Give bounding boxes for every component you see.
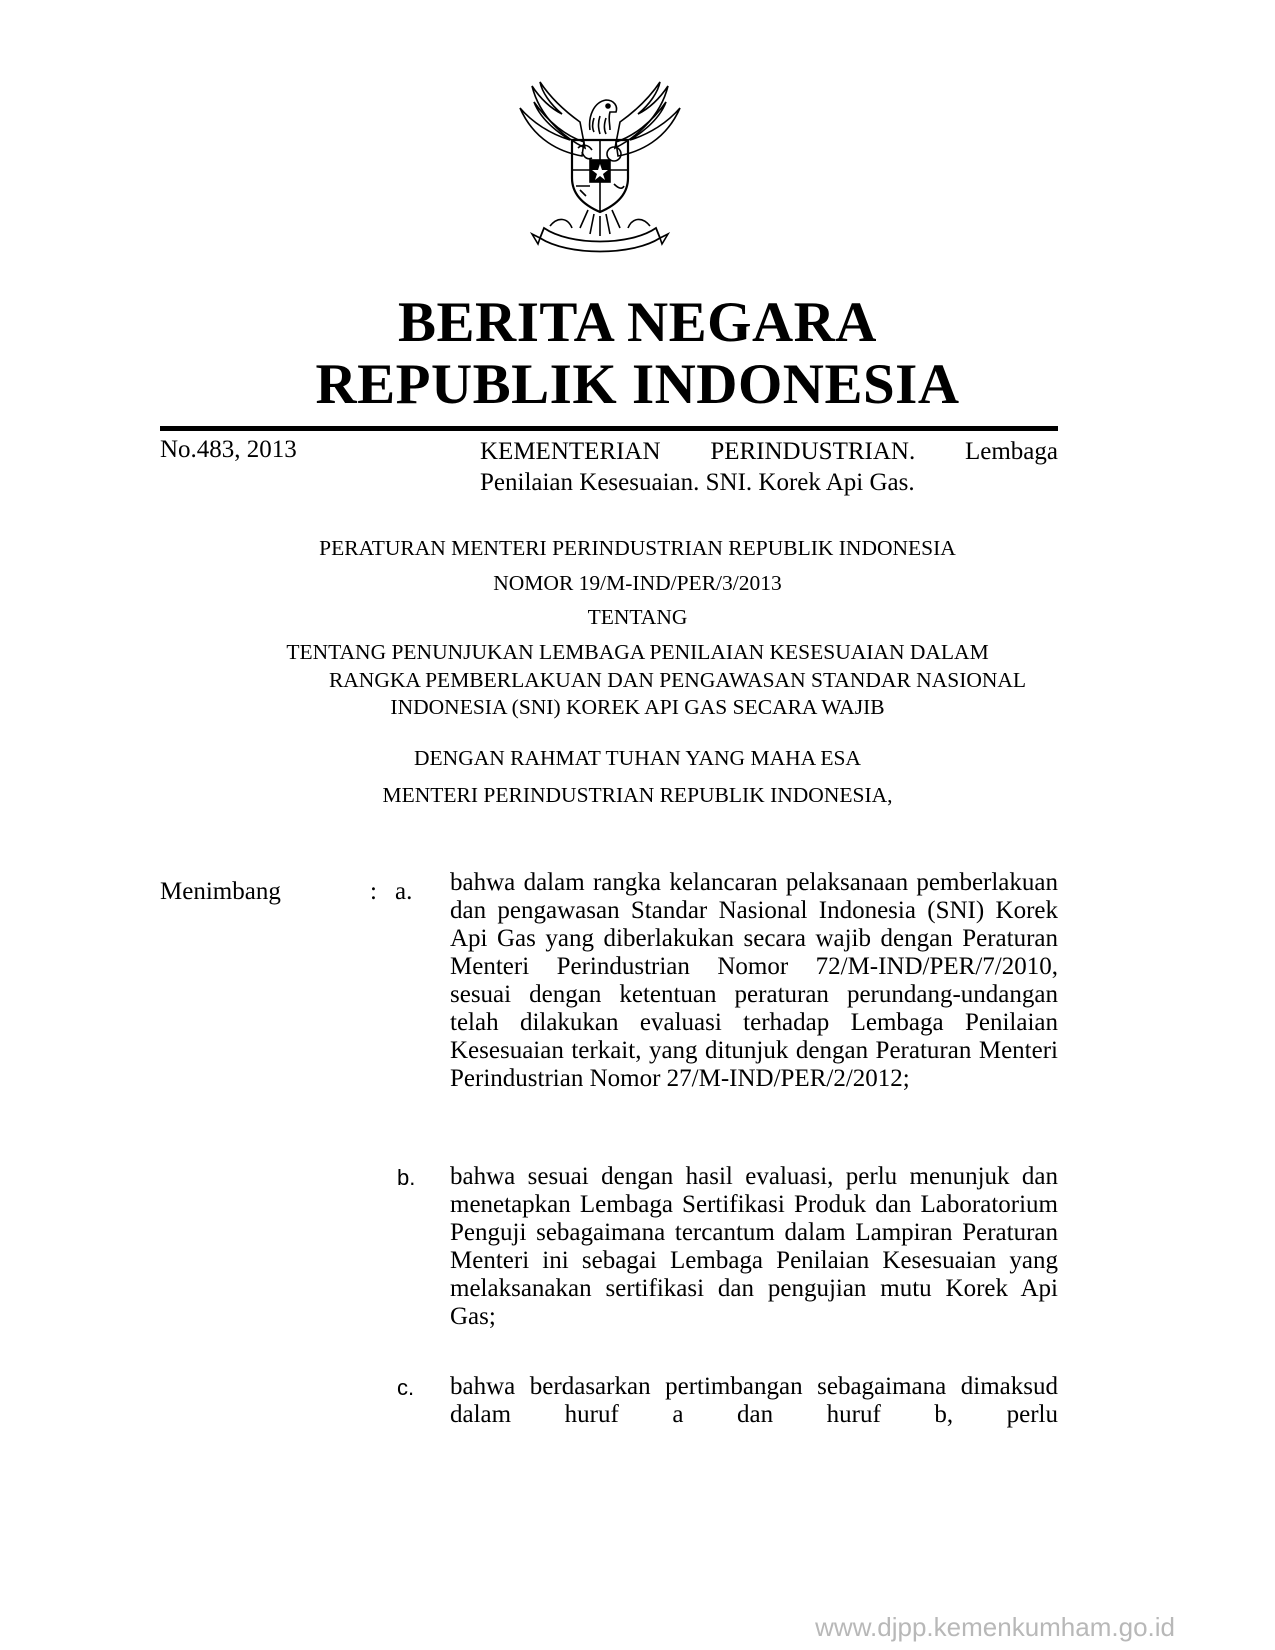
regulation-heading: PERATURAN MENTERI PERINDUSTRIAN REPUBLIK INDONESIA [319, 536, 956, 560]
garuda-emblem [510, 78, 690, 268]
gazette-number: No.483, 2013 [160, 436, 297, 463]
regulation-about: TENTANG [587, 605, 688, 629]
regulation-number: NOMOR 19/M-IND/PER/3/2013 [493, 571, 782, 595]
item-a-marker: a. [395, 878, 413, 905]
regulation-title-line3: INDONESIA (SNI) KOREK API GAS SECARA WAJIB [390, 695, 885, 719]
item-b-text: bahwa sesuai dengan hasil evaluasi, perlu menunjuk dan menetapkan Lembaga Sertifikasi Produk dan Laboratorium Penguji sebagaimana tercantum dalam Lampiran Peraturan Menteri ini sebagai Lembaga Penilaian Kesesuaian yang melaksanakan sertifikasi dan pengujian mutu Korek Api Gas; [450, 1163, 1058, 1330]
gazette-subject-line2: Penilaian Kesesuaian. SNI. Korek Api Gas. [480, 469, 915, 496]
considering-colon: : [370, 878, 377, 905]
item-c-text: bahwa berdasarkan pertimbangan sebagaimana dimaksud dalam huruf a dan huruf b, perlu [450, 1373, 1058, 1428]
masthead-rule [160, 426, 1058, 431]
considering-label: Menimbang [160, 878, 281, 905]
regulation-title-line2: RANGKA PEMBERLAKUAN DAN PENGAWASAN STANDAR NASIONAL [328, 668, 1027, 692]
gazette-subject-line1: KEMENTERIAN PERINDUSTRIAN. Lembaga [480, 438, 1058, 465]
gazette-subject [480, 436, 1058, 498]
item-c-marker: c. [397, 1375, 415, 1400]
preamble-line2: MENTERI PERINDUSTRIAN REPUBLIK INDONESIA, [382, 783, 893, 807]
masthead-title: BERITA NEGARA [398, 291, 877, 354]
item-a-text: bahwa dalam rangka kelancaran pelaksanaan pemberlakuan dan pengawasan Standar Nasional Indonesia (SNI) Korek Api Gas yang diberlakukan secara wajib dengan Peraturan Menteri Perindustrian Nomor 72/M-IND/PER/7/2010, sesuai dengan ketentuan peraturan perundang-undangan telah dilakukan evaluasi terhadap Lembaga Penilaian Kesesuaian terkait, yang ditunjuk dengan Peraturan Menteri Perindustrian Nomor 27/M-IND/PER/2/2012; [450, 869, 1058, 1092]
regulation-title-line1: TENTANG PENUNJUKAN LEMBAGA PENILAIAN KESESUAIAN DALAM [286, 640, 989, 664]
masthead-subtitle: REPUBLIK INDONESIA [315, 353, 960, 416]
preamble-line1: DENGAN RAHMAT TUHAN YANG MAHA ESA [414, 746, 861, 770]
footer-url: www.djpp.kemenkumham.go.id [815, 1612, 1175, 1642]
item-b-marker: b. [397, 1165, 416, 1190]
